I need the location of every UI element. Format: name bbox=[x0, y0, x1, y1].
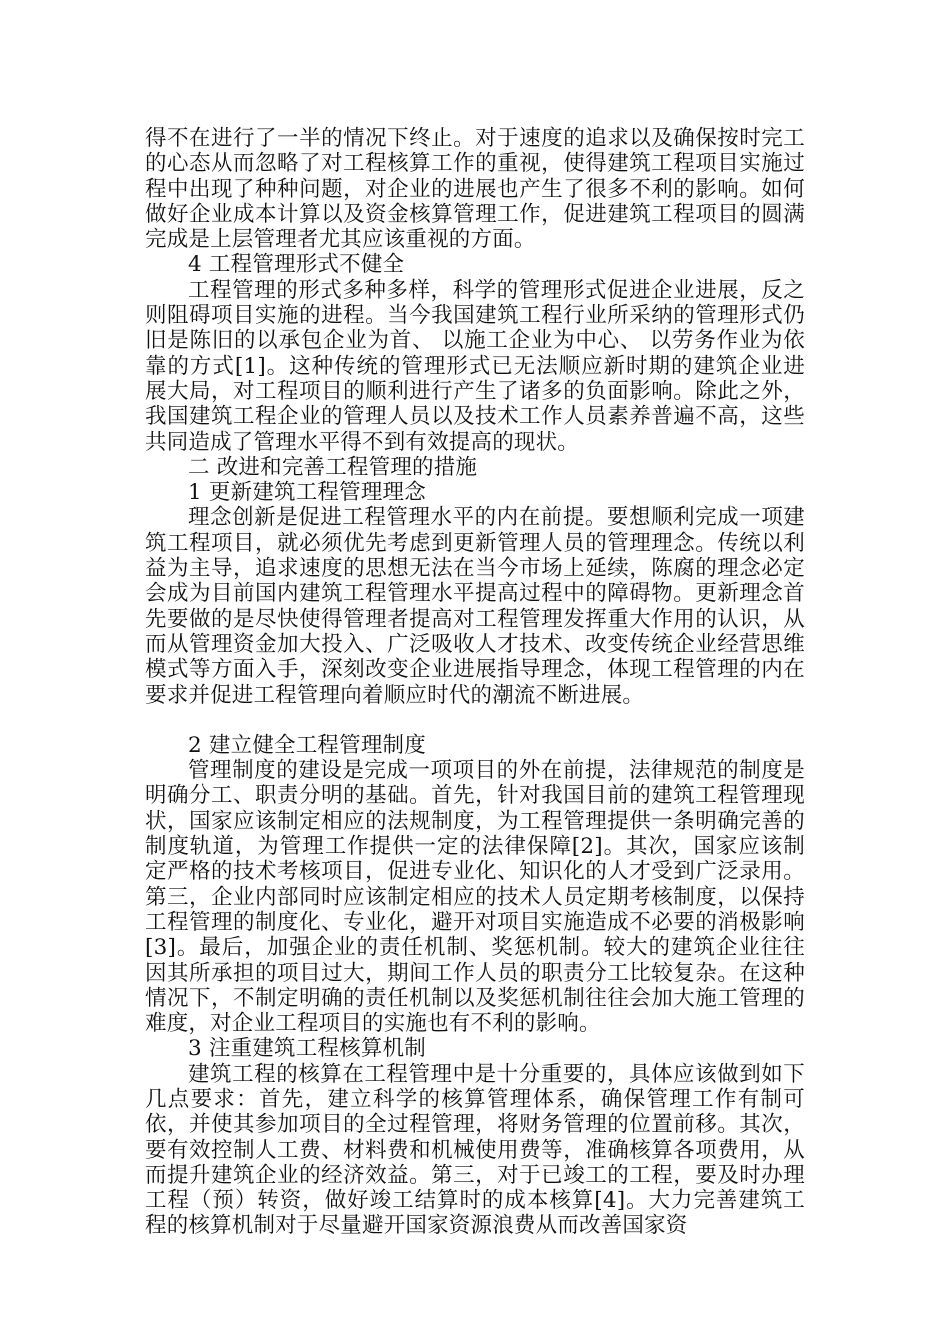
paragraph-continued: 得不在进行了一半的情况下终止。对于速度的追求以及确保按时完工的心态从而忽略了对工程核算工作的重视，使得建筑工程项目实施过程中出现了种种问题，对企业的进展也产生了很多不利的影响。如何做好企业成本计算以及资金核算管理工作，促进建筑工程项目的圆满完成是上层管理者尤其应该重视的方面。 bbox=[145, 126, 805, 253]
paragraph-management-system: 管理制度的建设是完成一项项目的外在前提，法律规范的制度是明确分工、职责分明的基础。首先，针对我国目前的建筑工程管理现状，国家应该制定相应的法规制度，为工程管理提供一条明确完善的制度轨道，为管理工作提供一定的法律保障[2]。其次，国家应该制定严格的技术考核项目，促进专业化、知识化的人才受到广泛录用。第三，企业内部同时应该制定相应的技术人员定期考核制度，以保持工程管理的制度化、专业化，避开对项目实施造成不必要的消极影响[3]。最后，加强企业的责任机制、奖惩机制。较大的建筑企业往往因其所承担的项目过大，期间工作人员的职责分工比较复杂。在这种情况下，不制定明确的责任机制以及奖惩机制往往会加大施工管理的难度，对企业工程项目的实施也有不利的影响。 bbox=[145, 758, 805, 1037]
paragraph-update-concept: 理念创新是促进工程管理水平的内在前提。要想顺利完成一项建筑工程项目，就必须优先考虑到更新管理人员的管理理念。传统以利益为主导，追求速度的思想无法在当今市场上延续，陈腐的理念必定会成为目前国内建筑工程管理水平提高过程中的障碍物。更新理念首先要做的是尽快使得管理者提高对工程管理发挥重大作用的认识，从而从管理资金加大投入、广泛吸收人才技术、改变传统企业经营思维模式等方面入手，深刻改变企业进展指导理念，体现工程管理的内在要求并促进工程管理向着顺应时代的潮流不断进展。 bbox=[145, 505, 805, 708]
paragraph-accounting-mechanism: 建筑工程的核算在工程管理中是十分重要的，具体应该做到如下几点要求：首先，建立科学的核算管理体系，确保管理工作有制可依，并使其参加项目的全过程管理，将财务管理的位置前移。其次，要有效控制人工费、材料费和机械使用费等，准确核算各项费用，从而提升建筑企业的经济效益。第三，对于已竣工的工程，要及时办理工程（预）转资，做好竣工结算时的成本核算[4]。大力完善建筑工程的核算机制对于尽量避开国家资源浪费从而改善国家资 bbox=[145, 1061, 805, 1239]
heading-management-form: 4 工程管理形式不健全 bbox=[188, 252, 405, 278]
section-heading-improvement: 二 改进和完善工程管理的措施 bbox=[188, 454, 478, 480]
heading-accounting-mechanism: 3 注重建筑工程核算机制 bbox=[188, 1036, 426, 1062]
paragraph-gap bbox=[145, 708, 805, 733]
heading-management-system: 2 建立健全工程管理制度 bbox=[188, 732, 426, 758]
paragraph-management-form: 工程管理的形式多种多样，科学的管理形式促进企业进展，反之则阻碍项目实施的进程。当今我国建筑工程行业所采纳的管理形式仍旧是陈旧的以承包企业为首、 以施工企业为中心、 以劳务作业为依靠的方式[1]。这种传统的管理形式已无法顺应新时期的建筑企业进展大局，对工程项目的顺利进行产生了诸多的负面影响。除此之外，我国建筑工程企业的管理人员以及技术工作人员素养普遍不高，这些共同造成了管理水平得不到有效提高的现状。 bbox=[145, 277, 805, 455]
document-body bbox=[145, 126, 805, 1239]
heading-update-concept: 1 更新建筑工程管理理念 bbox=[188, 480, 426, 506]
